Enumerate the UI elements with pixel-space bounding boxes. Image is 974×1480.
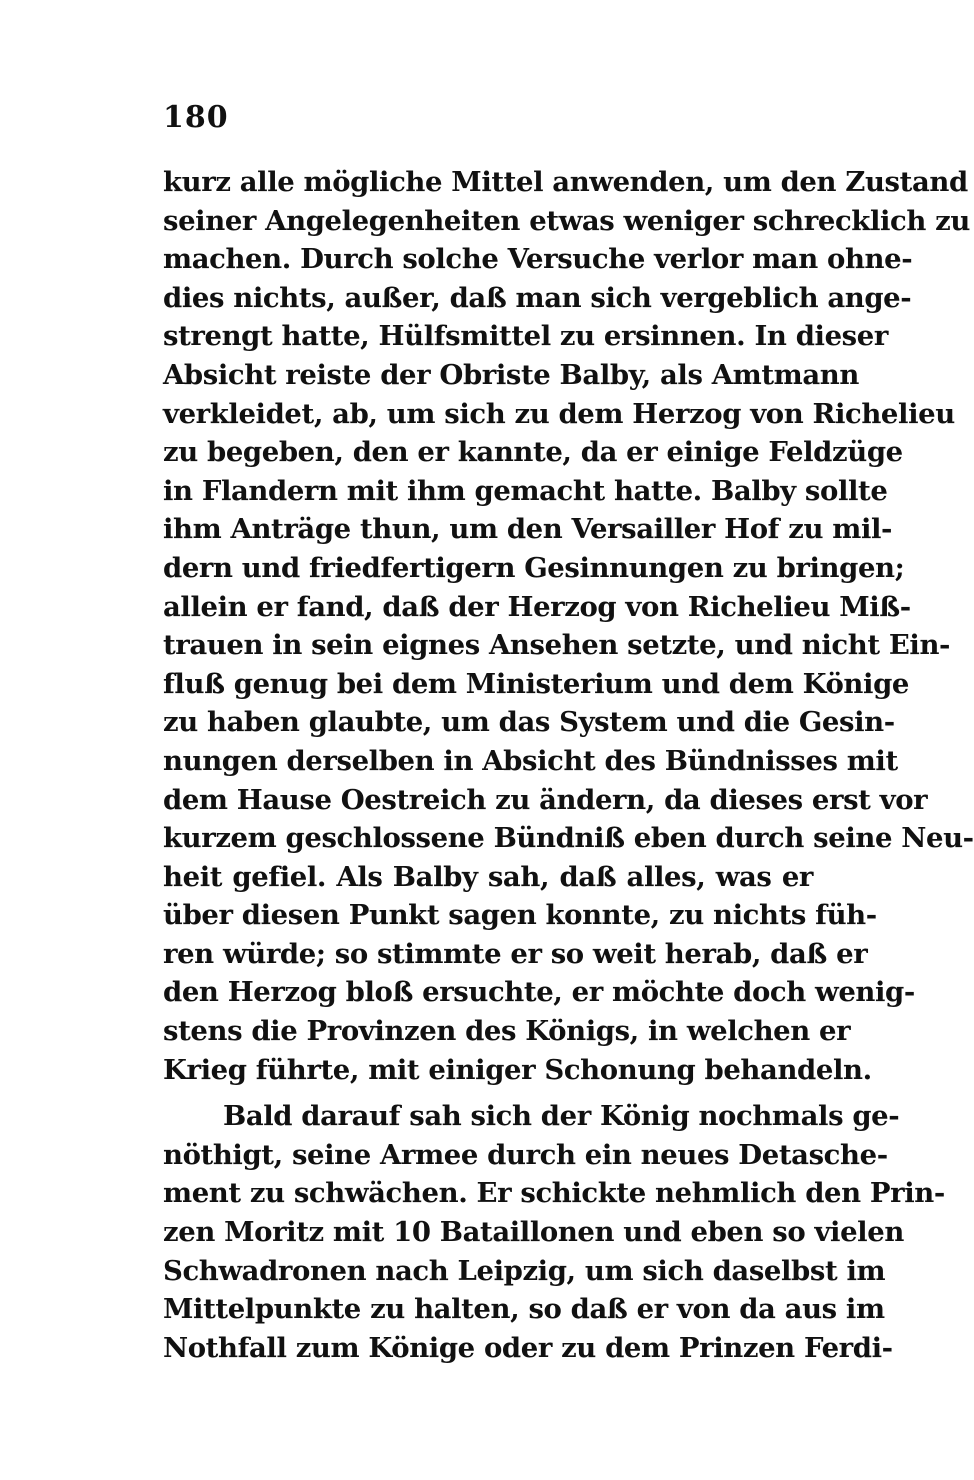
text-line: trauen in sein eignes Ansehen setzte, und nicht Ein- <box>163 629 951 662</box>
text-line: Krieg führte, mit einiger Schonung behandeln. <box>163 1053 872 1086</box>
text-line: stens die Provinzen des Königs, in welchen er <box>163 1015 851 1048</box>
text-line: zu begeben, den er kannte, da er einige Feldzüge <box>163 436 903 469</box>
text-line: Schwadronen nach Leipzig, um sich daselbst im <box>163 1254 886 1287</box>
text-line: nungen derselben in Absicht des Bündnisses mit <box>163 744 898 777</box>
text-line: allein er fand, daß der Herzog von Richelieu Miß- <box>163 590 911 623</box>
text-line: kurz alle mögliche Mittel anwenden, um den Zustand <box>163 166 968 198</box>
text-line: zen Moritz mit 10 Bataillonen und eben so vielen <box>163 1216 904 1249</box>
text-line: verkleidet, ab, um sich zu dem Herzog von Richelieu <box>163 397 955 430</box>
text-line: Mittelpunkte zu halten, so daß er von da aus im <box>163 1293 885 1326</box>
paragraph-2 <box>163 1097 945 1367</box>
paragraph-1 <box>163 163 974 1089</box>
text-line: nöthigt, seine Armee durch ein neues Detasche- <box>163 1138 888 1171</box>
text-line: kurzem geschlossene Bündniß eben durch seine Neu- <box>163 822 974 855</box>
text-line: ment zu schwächen. Er schickte nehmlich den Prin- <box>163 1177 945 1210</box>
text-line: ihm Anträge thun, um den Versailler Hof zu mil- <box>163 513 893 546</box>
text-line: machen. Durch solche Versuche verlor man ohne- <box>163 243 913 276</box>
text-line: den Herzog bloß ersuchte, er möchte doch wenig- <box>163 976 915 1009</box>
text-line: über diesen Punkt sagen konnte, zu nichts füh- <box>163 899 877 932</box>
text-line: dern und friedfertigern Gesinnungen zu bringen; <box>163 551 905 584</box>
page-number: 180 <box>163 100 229 135</box>
paragraph-gap <box>163 1089 813 1097</box>
text-line: dem Hause Oestreich zu ändern, da dieses erst vor <box>163 783 928 816</box>
text-line: seiner Angelegenheiten etwas weniger schrecklich zu <box>163 204 970 237</box>
text-line: Bald darauf sah sich der König nochmals ge- <box>223 1100 900 1133</box>
text-line: zu haben glaubte, um das System und die Gesin- <box>163 706 895 739</box>
text-line: Nothfall zum Könige oder zu dem Prinzen Ferdi- <box>163 1331 893 1364</box>
text-line: in Flandern mit ihm gemacht hatte. Balby sollte <box>163 474 888 507</box>
text-line: dies nichts, außer, daß man sich vergeblich ange- <box>163 281 912 314</box>
text-line: fluß genug bei dem Ministerium und dem Könige <box>163 667 909 700</box>
body-text <box>163 163 974 1367</box>
text-line: strengt hatte, Hülfsmittel zu ersinnen. In dieser <box>163 320 888 353</box>
text-line: ren würde; so stimmte er so weit herab, daß er <box>163 937 868 970</box>
text-line: Absicht reiste der Obriste Balby, als Amtmann <box>163 358 859 391</box>
text-line: heit gefiel. Als Balby sah, daß alles, was er <box>163 860 813 893</box>
